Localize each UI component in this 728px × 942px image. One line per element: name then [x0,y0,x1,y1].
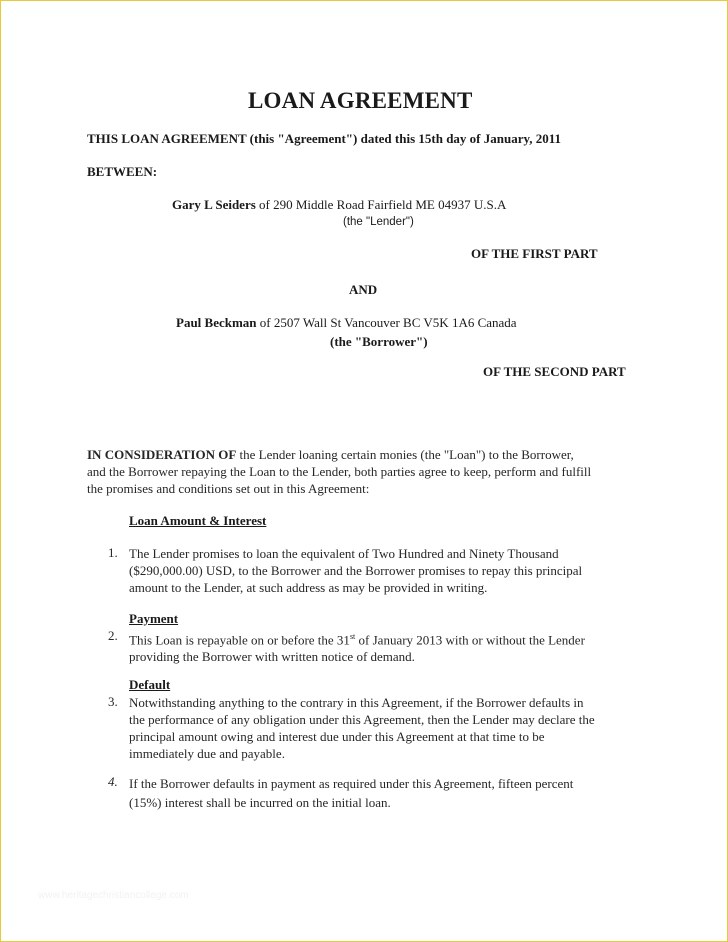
clause-1-number: 1. [108,545,118,560]
lender-address: of 290 Middle Road Fairfield ME 04937 U.S.A [255,197,507,212]
clause-4-number: 4. [108,774,118,789]
consideration-lead: IN CONSIDERATION OF [87,447,237,462]
document-title: LOAN AGREEMENT [248,88,473,113]
between-label: BETWEEN: [87,164,158,179]
consideration-paragraph: IN CONSIDERATION OF the Lender loaning certain monies (the "Loan") to the Borrower, and the Borrower repaying the Loan to the Lender, both parties agree to keep, perform and fulfill the promises and conditions set out in this Agreement: [87,447,592,496]
clause-2-text: This Loan is repayable on or before the 31st of January 2013 with or without the Lender providing the Borrower with written notice of demand. [129,632,585,665]
payment-heading: Payment [129,611,179,626]
and-label: AND [349,282,378,297]
clause-1-text: The Lender promises to loan the equivalent of Two Hundred and Ninety Thousand ($290,000.00) USD, to the Borrower and the Borrower promises to repay this principal amount to the Lender, at such address as may be provided in writing. [129,546,583,595]
loan-amount-heading: Loan Amount & Interest [129,513,267,528]
intro-line: THIS LOAN AGREEMENT (this "Agreement") dated this 15th day of January, 2011 [87,131,562,146]
second-part-label: OF THE SECOND PART [483,364,626,379]
clause-4-text: If the Borrower defaults in payment as required under this Agreement, fifteen percent (15%) interest shall be incurred on the initial loan. [129,776,574,810]
borrower-name: Paul Beckman [176,315,257,330]
clause-2-number: 2. [108,628,118,643]
lender-role: (the "Lender") [343,216,414,228]
first-part-label: OF THE FIRST PART [471,246,598,261]
watermark: www.heritagechristiancollege.com [38,890,189,901]
lender-name: Gary L Seiders [172,197,256,212]
lender-line [172,197,506,213]
borrower-address: of 2507 Wall St Vancouver BC V5K 1A6 Canada [256,315,517,330]
borrower-line [176,315,517,331]
default-heading: Default [129,677,171,692]
clause-3-number: 3. [108,694,118,709]
borrower-role: (the "Borrower") [330,334,428,349]
clause-3-text: Notwithstanding anything to the contrary in this Agreement, if the Borrower defaults in the performance of any obligation under this Agreement, then the Lender may declare the principal amount owing and interest due under this Agreement at that time to be immediately due and payable. [129,695,595,761]
